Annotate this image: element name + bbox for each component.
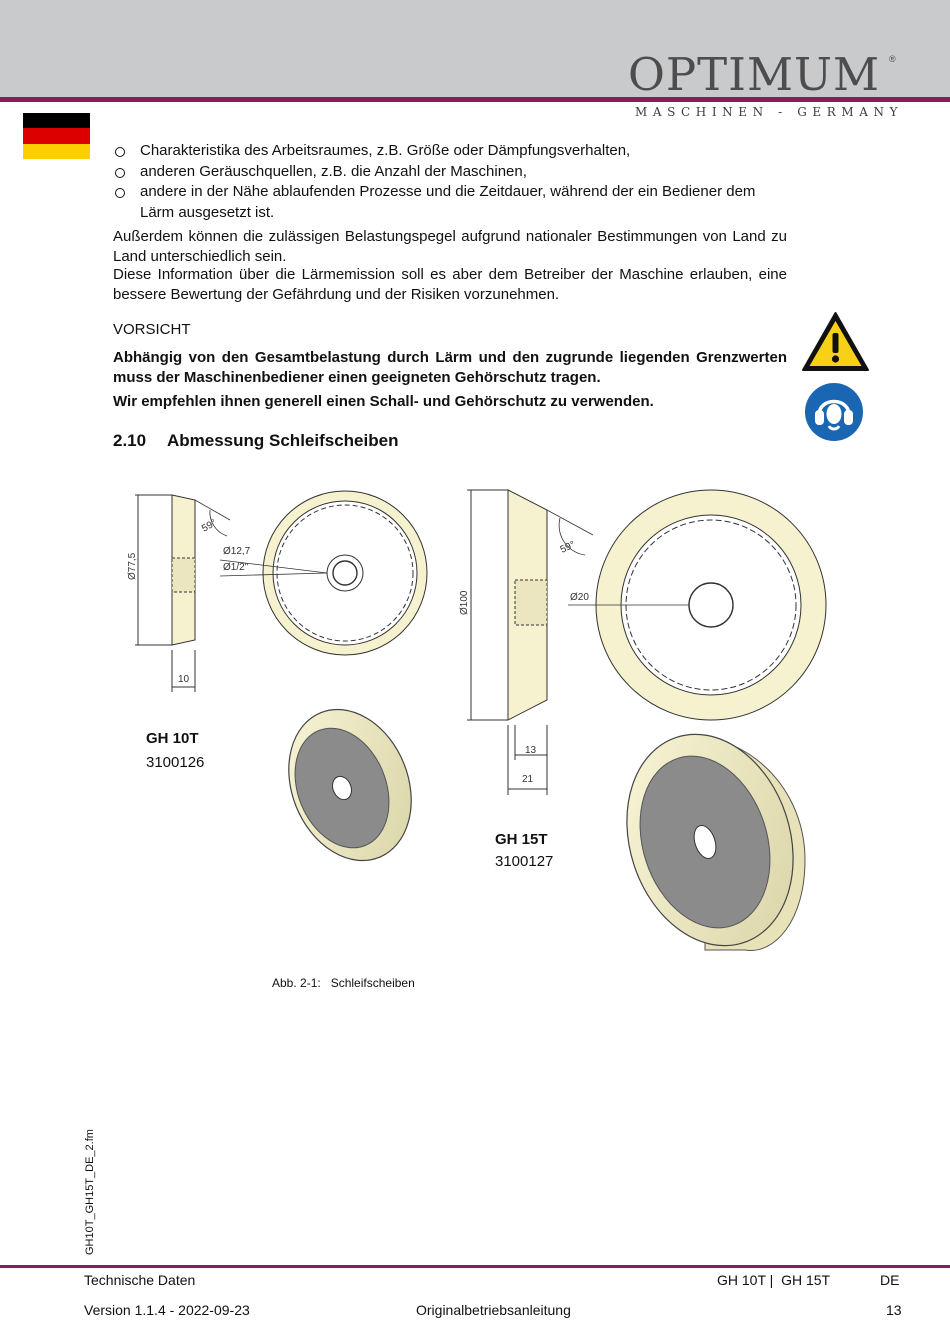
paragraph-noise-information: Diese Information über die Lärmemission soll es aber dem Betreiber der Maschine erlauben, eine bessere Bewertung der Gefährdung und der Risiken vorzunehmen. — [113, 266, 787, 303]
footer-language: DE — [880, 1272, 900, 1288]
brand-subtitle: MASCHINEN - GERMANY — [635, 105, 904, 119]
footer-version: Version 1.1.4 - 2022-09-23 — [84, 1302, 250, 1318]
section-number: 2.10 — [113, 431, 147, 450]
gh10t-3d-view — [267, 691, 433, 879]
gh15t-dim-width-outer: 21 — [522, 774, 534, 785]
gh10t-part-number: 3100126 — [146, 754, 205, 771]
paragraph-national-limits: Außerdem können die zulässigen Belastungspegel aufgrund nationaler Bestimmungen von Land zu Land unterschiedlich sein. — [113, 228, 787, 265]
caption-label: Abb. 2-1: — [272, 976, 321, 990]
source-file-label: GH10T_GH15T_DE_2.fm — [84, 1129, 96, 1255]
gh15t-model-label: GH 15T — [495, 831, 548, 848]
caution-heading: VORSICHT — [113, 321, 191, 338]
gh15t-dim-bore: Ø20 — [570, 592, 589, 603]
caption-text: Schleifscheiben — [330, 976, 415, 990]
gh15t-3d-view — [601, 713, 820, 968]
gh10t-model-label: GH 10T — [146, 730, 199, 747]
gh15t-dim-width-inner: 13 — [525, 745, 537, 756]
figure-caption — [272, 976, 415, 990]
page-number: 13 — [886, 1302, 902, 1318]
footer-document: Originalbetriebsanleitung — [416, 1302, 571, 1318]
gh15t-front-view — [568, 490, 826, 720]
gh15t-dim-diameter: Ø100 — [459, 590, 470, 615]
registered-mark: ® — [889, 54, 896, 64]
brand-logo: OPTIMUM — [628, 48, 881, 101]
grinding-wheel-drawing — [115, 480, 875, 970]
footer-section: Technische Daten — [84, 1272, 196, 1288]
section-title — [113, 431, 398, 451]
gh10t-dim-diameter: Ø77,5 — [127, 552, 138, 580]
caution-recommendation: Wir empfehlen ihnen generell einen Schall- und Gehörschutz zu verwenden. — [113, 393, 654, 410]
list-item: anderen Geräuschquellen, z.B. die Anzahl der Maschinen, — [113, 162, 787, 183]
ear-protection-icon — [805, 383, 863, 441]
list-item: andere in der Nähe ablaufenden Prozesse und die Zeitdauer, während der ein Bediener dem Lärm ausgesetzt ist. — [113, 182, 787, 223]
section-heading: Abmessung Schleifscheiben — [167, 431, 399, 450]
gh10t-dim-bore-inch: Ø1/2" — [223, 562, 249, 573]
factor-list — [113, 141, 787, 223]
german-flag-icon — [23, 113, 90, 159]
gh10t-dim-bore-mm: Ø12,7 — [223, 546, 251, 557]
caution-text: Abhängig von den Gesamtbelastung durch Lärm und den zugrunde liegenden Grenzwerten muss der Maschinenbediener einen geeigneten Gehörschutz tragen. — [113, 349, 787, 386]
footer-models: GH 10T | GH 15T — [717, 1272, 831, 1288]
gh15t-part-number: 3100127 — [495, 853, 554, 870]
footer-rule — [0, 1265, 950, 1268]
gh15t-dim-angle: 59° — [558, 539, 577, 556]
gh10t-front-view — [220, 491, 427, 655]
list-item: Charakteristika des Arbeitsraumes, z.B. Größe oder Dämpfungsverhalten, — [113, 141, 787, 162]
gh10t-dim-width: 10 — [178, 674, 190, 685]
gh10t-dim-angle: 59° — [200, 517, 219, 535]
warning-triangle-icon — [801, 311, 870, 373]
